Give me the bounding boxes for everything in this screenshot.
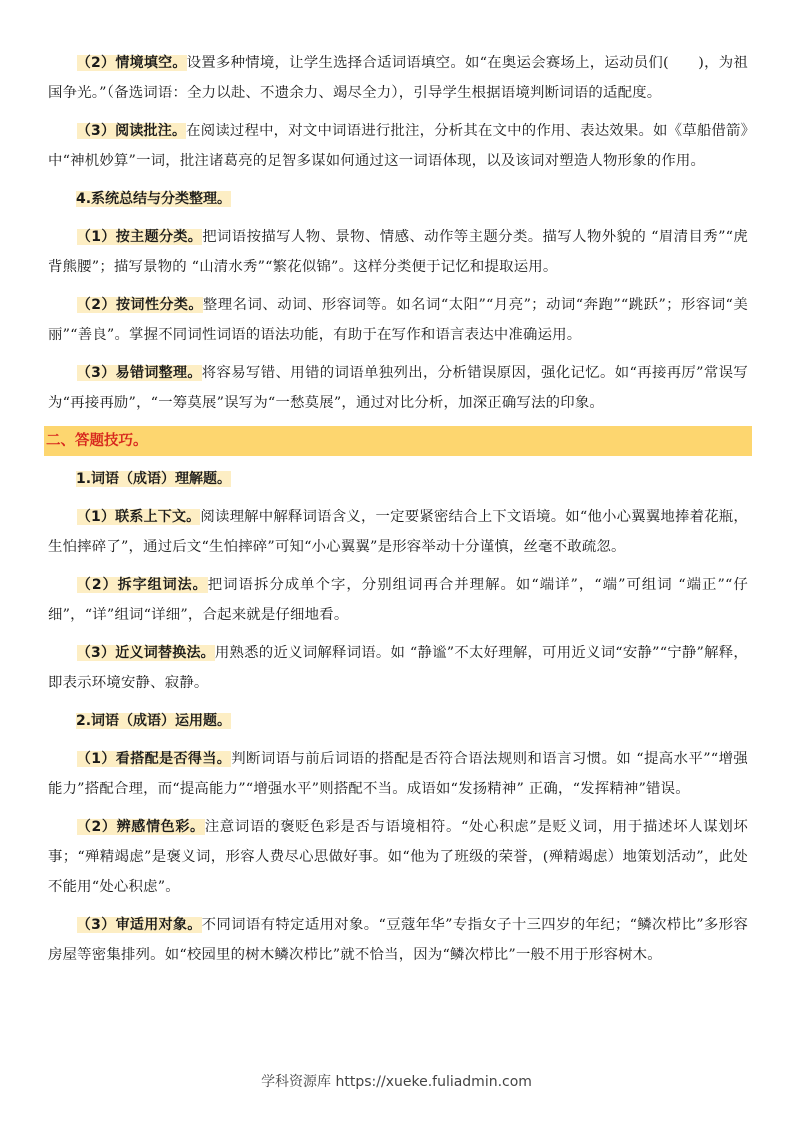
paragraph-text: 将容易写错、用错的词语单独列出，分析错误原因，强化记忆。如“再接再厉”常误写为“再接再励”，“一筹莫展”误写为“一愁莫展”，通过对比分析，加深正确写法的印象。: [48, 365, 748, 411]
paragraph-target-object: [48, 910, 748, 970]
paragraph-context: [48, 502, 748, 562]
paragraph-split-words: [48, 570, 748, 630]
paragraph-synonym: [48, 638, 748, 698]
keyword-label: （2）辨感情色彩。: [76, 819, 205, 835]
keyword-label: （2）拆字组词法。: [76, 577, 208, 593]
paragraph-sentiment: [48, 812, 748, 902]
paragraph-error-words: [48, 358, 748, 418]
keyword-label: （1）按主题分类。: [76, 229, 203, 245]
paragraph-text: 整理名词、动词、形容词等。如名词“太阳”“月亮”；动词“奔跑”“跳跃”；形容词“美丽”“善良”。掌握不同词性词语的语法功能，有助于在写作和语言表达中准确运用。: [48, 297, 748, 343]
paragraph-text: 把词语按描写人物、景物、情感、动作等主题分类。描写人物外貌的 “眉清目秀”“虎背熊腰”；描写景物的 “山清水秀”“繁花似锦”。这样分类便于记忆和提取运用。: [48, 229, 748, 275]
heading-text: 1.词语（成语）理解题。: [76, 471, 232, 487]
section-banner-answer-tips: 二、答题技巧。: [44, 426, 752, 456]
paragraph-scenario-fill: [48, 48, 748, 108]
paragraph-collocation: [48, 744, 748, 804]
document-body: [48, 48, 748, 978]
keyword-label: （2）按词性分类。: [76, 297, 203, 313]
section-heading-usage: [48, 706, 748, 736]
keyword-label: （3）审适用对象。: [76, 917, 202, 933]
paragraph-text: 在阅读过程中，对文中词语进行批注，分析其在文中的作用、表达效果。如《草船借箭》中“神机妙算”一词，批注诸葛亮的足智多谋如何通过这一词语体现，以及该词对塑造人物形象的作用。: [48, 123, 748, 169]
keyword-label: （2）情境填空。: [76, 55, 187, 71]
paragraph-text: 不同词语有特定适用对象。“豆蔻年华”专指女子十三四岁的年纪；“鳞次栉比”多形容房屋等密集排列。如“校园里的树木鳞次栉比”就不恰当，因为“鳞次栉比”一般不用于形容树木。: [48, 917, 749, 963]
paragraph-text: 注意词语的褒贬色彩是否与语境相符。“处心积虑”是贬义词，用于描述坏人谋划坏事；“殚精竭虑”是褒义词，形容人费尽心思做好事。如“他为了班级的荣誉，(殚精竭虑）地策划活动”，此处不能用“处心积虑”。: [48, 819, 748, 895]
paragraph-text: 阅读理解中解释词语含义，一定要紧密结合上下文语境。如“他小心翼翼地捧着花瓶，生怕摔碎了”，通过后文“生怕摔碎”可知“小心翼翼”是形容举动十分谨慎，丝毫不敢疏忽。: [48, 509, 748, 555]
heading-text: 4.系统总结与分类整理。: [76, 191, 232, 207]
keyword-label: （1）看搭配是否得当。: [76, 751, 232, 767]
paragraph-text: 把词语拆分成单个字，分别组词再合并理解。如“端详”，“端”可组词 “端正”“仔细”，“详”组词“详细”，合起来就是仔细地看。: [48, 577, 748, 623]
paragraph-text: 设置多种情境，让学生选择合适词语填空。如“在奥运会赛场上，运动员们( )，为祖国争光。”（备选词语：全力以赴、不遗余力、竭尽全力），引导学生根据语境判断词语的适配度。: [48, 55, 749, 101]
paragraph-text: 判断词语与前后词语的搭配是否符合语法规则和语言习惯。如 “提高水平”“增强能力”搭配合理，而“提高能力”“增强水平”则搭配不当。成语如“发扬精神” 正确，“发挥精神”错误。: [48, 751, 748, 797]
page-footer: 学科资源库 https://xueke.fuliadmin.com: [261, 1074, 532, 1090]
paragraph-pos-classify: [48, 290, 748, 350]
keyword-label: （3）阅读批注。: [76, 123, 187, 139]
keyword-label: （3）易错词整理。: [76, 365, 202, 381]
paragraph-text: 用熟悉的近义词解释词语。如 “静谧”不太好理解，可用近义词“安静”“宁静”解释，即表示环境安静、寂静。: [48, 645, 748, 691]
paragraph-reading-annotation: [48, 116, 748, 176]
heading-text: 2.词语（成语）运用题。: [76, 713, 232, 729]
keyword-label: （3）近义词替换法。: [76, 645, 215, 661]
keyword-label: （1）联系上下文。: [76, 509, 201, 525]
section-heading-4: [48, 184, 748, 214]
section-heading-understanding: [48, 464, 748, 494]
paragraph-topic-classify: [48, 222, 748, 282]
